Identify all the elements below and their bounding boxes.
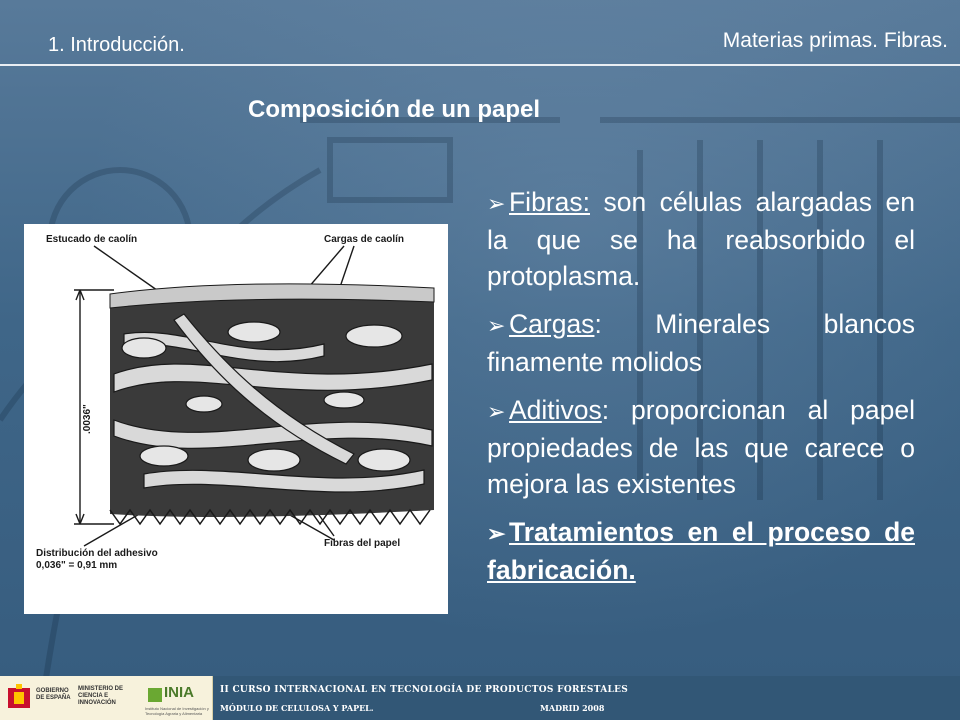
sponsor-logos (0, 676, 213, 720)
label-cargas: Cargas de caolín (324, 234, 405, 245)
arrow-bullet-icon: ➢ (487, 399, 506, 424)
arrow-bullet-icon: ➢ (487, 313, 506, 338)
slide-title: Composición de un papel (248, 96, 541, 123)
bullet-text: : proporcionan al papel propiedades de las que carece o mejora las existentes (487, 395, 915, 499)
logo-inia: INIA (164, 684, 194, 701)
footer-date: MADRID 2008 (540, 703, 605, 713)
bullet-cargas (487, 306, 915, 380)
bullet-fibras (487, 184, 915, 294)
logo-gobierno: GOBIERNO DE ESPAÑA (36, 688, 71, 701)
bullet-text: : Minerales blancos finamente molidos (487, 309, 915, 377)
label-fibras: Fibras del papel (324, 538, 401, 549)
topic-label: Materias primas. Fibras. (722, 29, 948, 52)
footer-module: MÓDULO DE CELULOSA Y PAPEL. (220, 703, 374, 713)
bullet-list (487, 184, 915, 600)
bullet-tratamientos (487, 514, 915, 588)
inia-logo-icon (148, 688, 162, 702)
arrow-bullet-icon: ➢ (487, 521, 506, 546)
label-distribucion-2: 0,036" = 0,91 mm (36, 560, 118, 571)
bullet-term: Cargas (509, 309, 595, 339)
footer-course: II CURSO INTERNACIONAL EN TECNOLOGÍA DE PRODUCTOS FORESTALES (220, 685, 629, 695)
bullet-aditivos (487, 392, 915, 502)
spain-coat-of-arms-icon (6, 684, 32, 712)
bullet-term: Tratamientos en el proceso de fabricación. (487, 517, 915, 585)
logo-inia-subtitle: Instituto Nacional de Investigación y Tecnología Agraria y Alimentaria (145, 706, 209, 716)
logo-ministerio: MINISTERIO DE CIENCIA E INNOVACIÓN (78, 686, 124, 706)
section-label: 1. Introducción. (48, 34, 185, 56)
paper-cross-section-figure (24, 224, 448, 614)
bullet-term: Aditivos (509, 395, 602, 425)
label-thickness: .0036" (82, 404, 93, 434)
bullet-text: son células alargadas en la que se ha reabsorbido el protoplasma. (487, 187, 915, 291)
label-distribucion-1: Distribución del adhesivo (36, 548, 158, 559)
bullet-term: Fibras: (509, 187, 590, 217)
arrow-bullet-icon: ➢ (487, 191, 506, 216)
paper-cross-section-diagram (24, 224, 448, 614)
header-divider (0, 64, 960, 66)
label-estucado: Estucado de caolín (46, 234, 138, 245)
